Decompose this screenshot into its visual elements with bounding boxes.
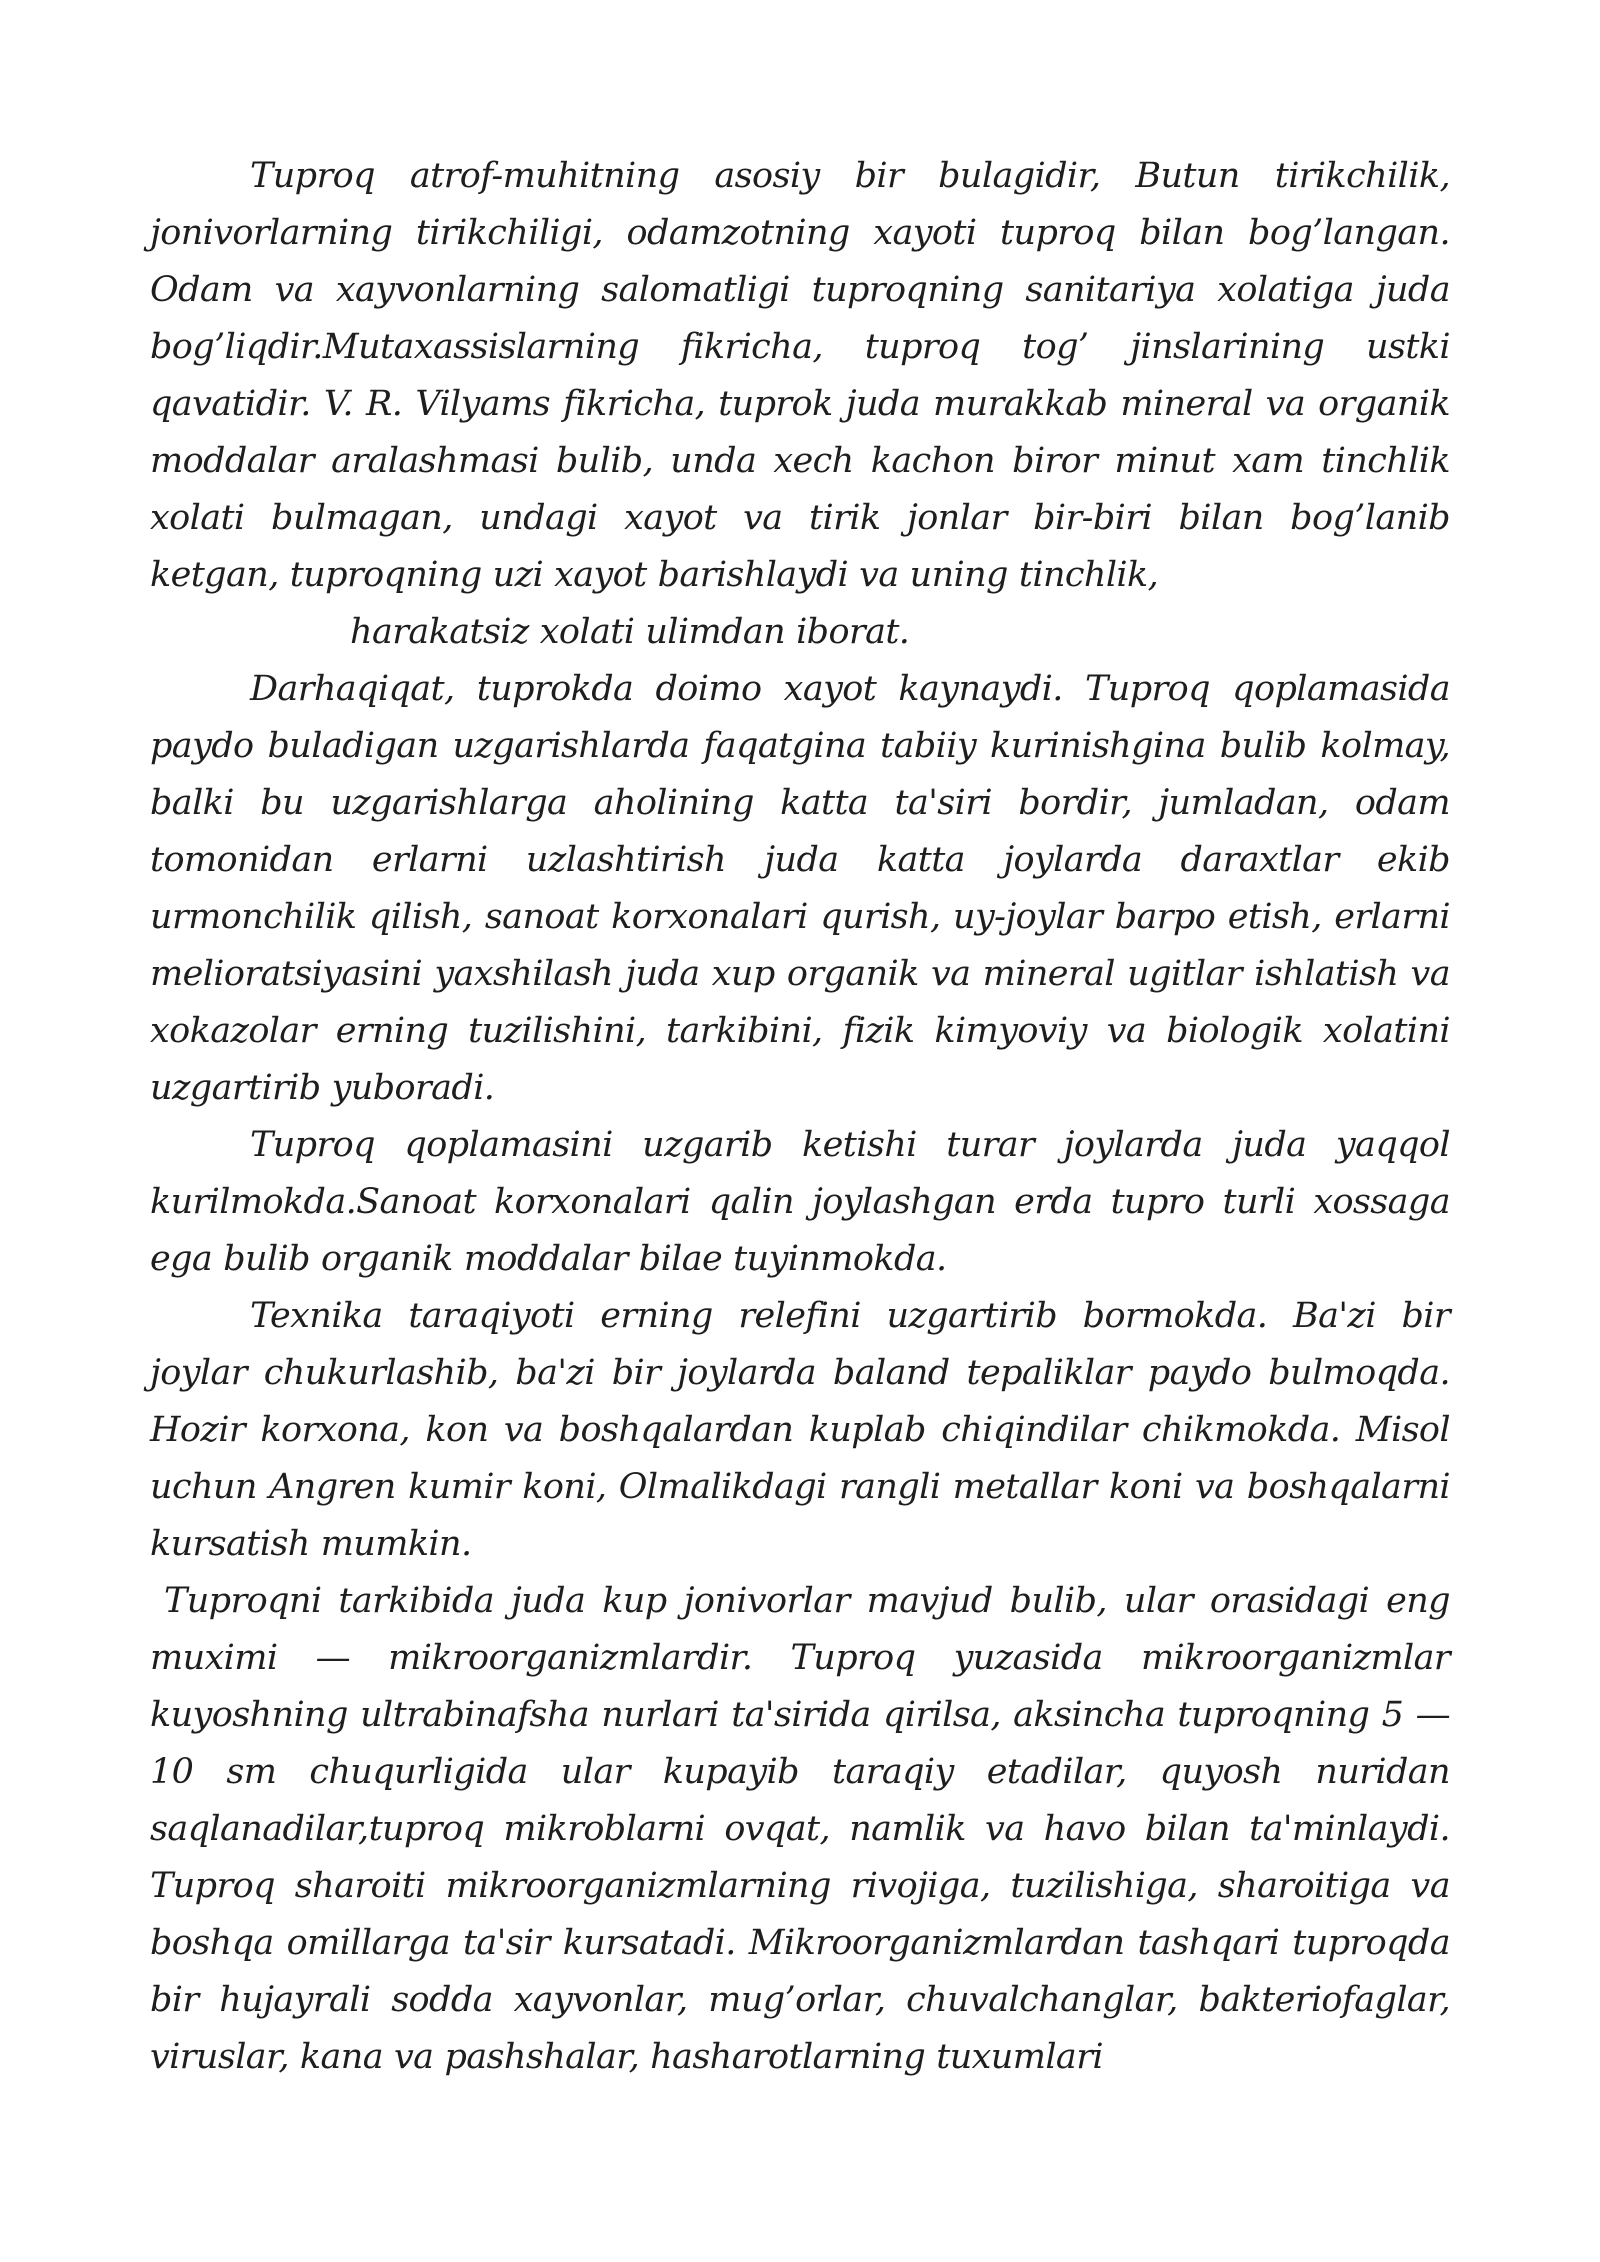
paragraph-3: Tuproq qoplamasini uzgarib ketishi turar joylarda juda yaqqol kurilmokda.Sanoat korxonalari qalin joylashgan erda tupro turli xossaga ega bulib organik moddalar bilae tuyinmokda. <box>150 1125 1450 1279</box>
paragraph-5: Tuproqni tarkibida juda kup jonivorlar mavjud bulib, ular orasidagi eng muximi — mikroorganizmlardir. Tuproq yuzasida mikroorganizmlar kuyoshning ultrabinafsha nurlari ta'sirida qirilsa, aksincha tuproqning 5 —10 sm chuqurligida ular kupayib taraqiy etadilar, quyosh nuridan saqlanadilar,tuproq mikroblarni ovqat, namlik va havo bilan ta'minlaydi. Tuproq sharoiti mikroorganizmlarning rivojiga, tuzilishiga, sharoitiga va boshqa omillarga ta'sir kursatadi. Mikroorganizmlardan tashqari tuproqda bir hujayrali sodda xayvonlar, mug’orlar, chuvalchanglar, bakteriofaglar, viruslar, kana va pashshalar, hasharotlarning tuxumlari <box>150 1581 1450 2077</box>
document-page <box>150 148 1450 2086</box>
paragraph-1 <box>150 148 1450 661</box>
paragraph-4: Texnika taraqiyoti erning relefini uzgartirib bormokda. Ba'zi bir joylar chukurlashib, ba'zi bir joylarda baland tepaliklar paydo bulmoqda. Hozir korxona, kon va boshqalardan kuplab chiqindilar chikmokda. Misol uchun Angren kumir koni, Olmalikdagi rangli metallar koni va boshqalarni kursatish mumkin. <box>150 1296 1450 1564</box>
paragraph-2: Darhaqiqat, tuprokda doimo xayot kaynaydi. Tuproq qoplamasida paydo buladigan uzgarishlarda faqatgina tabiiy kurinishgina bulib kolmay, balki bu uzgarishlarga aholining katta ta'siri bordir, jumladan, odam tomonidan erlarni uzlashtirish juda katta joylarda daraxtlar ekib urmonchilik qilish, sanoat korxonalari qurish, uy-joylar barpo etish, erlarni melioratsiyasini yaxshilash juda xup organik va mineral ugitlar ishlatish va xokazolar erning tuzilishini, tarkibini, fizik kimyoviy va biologik xolatini uzgartirib yuboradi. <box>150 669 1450 1108</box>
paragraph-1-body: Tuproq atrof-muhitning asosiy bir bulagidir, Butun tirikchilik, jonivorlarning tirikchiligi, odamzotning xayoti tuproq bilan bog’langan. Odam va xayvonlarning salomatligi tuproqning sanitariya xolatiga juda bog’liqdir.Mutaxassislarning fikricha, tuproq tog’ jinslarining ustki qavatidir. V. R. Vilyams fikricha, tuprok juda murakkab mineral va organik moddalar aralashmasi bulib, unda xech kachon biror minut xam tinchlik xolati bulmagan, undagi xayot va tirik jonlar bir-biri bilan bog’lanib ketgan, tuproqning uzi xayot barishlaydi va uning tinchlik, <box>150 156 1450 595</box>
paragraph-1-tail: harakatsiz xolati ulimdan iborat. <box>350 612 910 652</box>
